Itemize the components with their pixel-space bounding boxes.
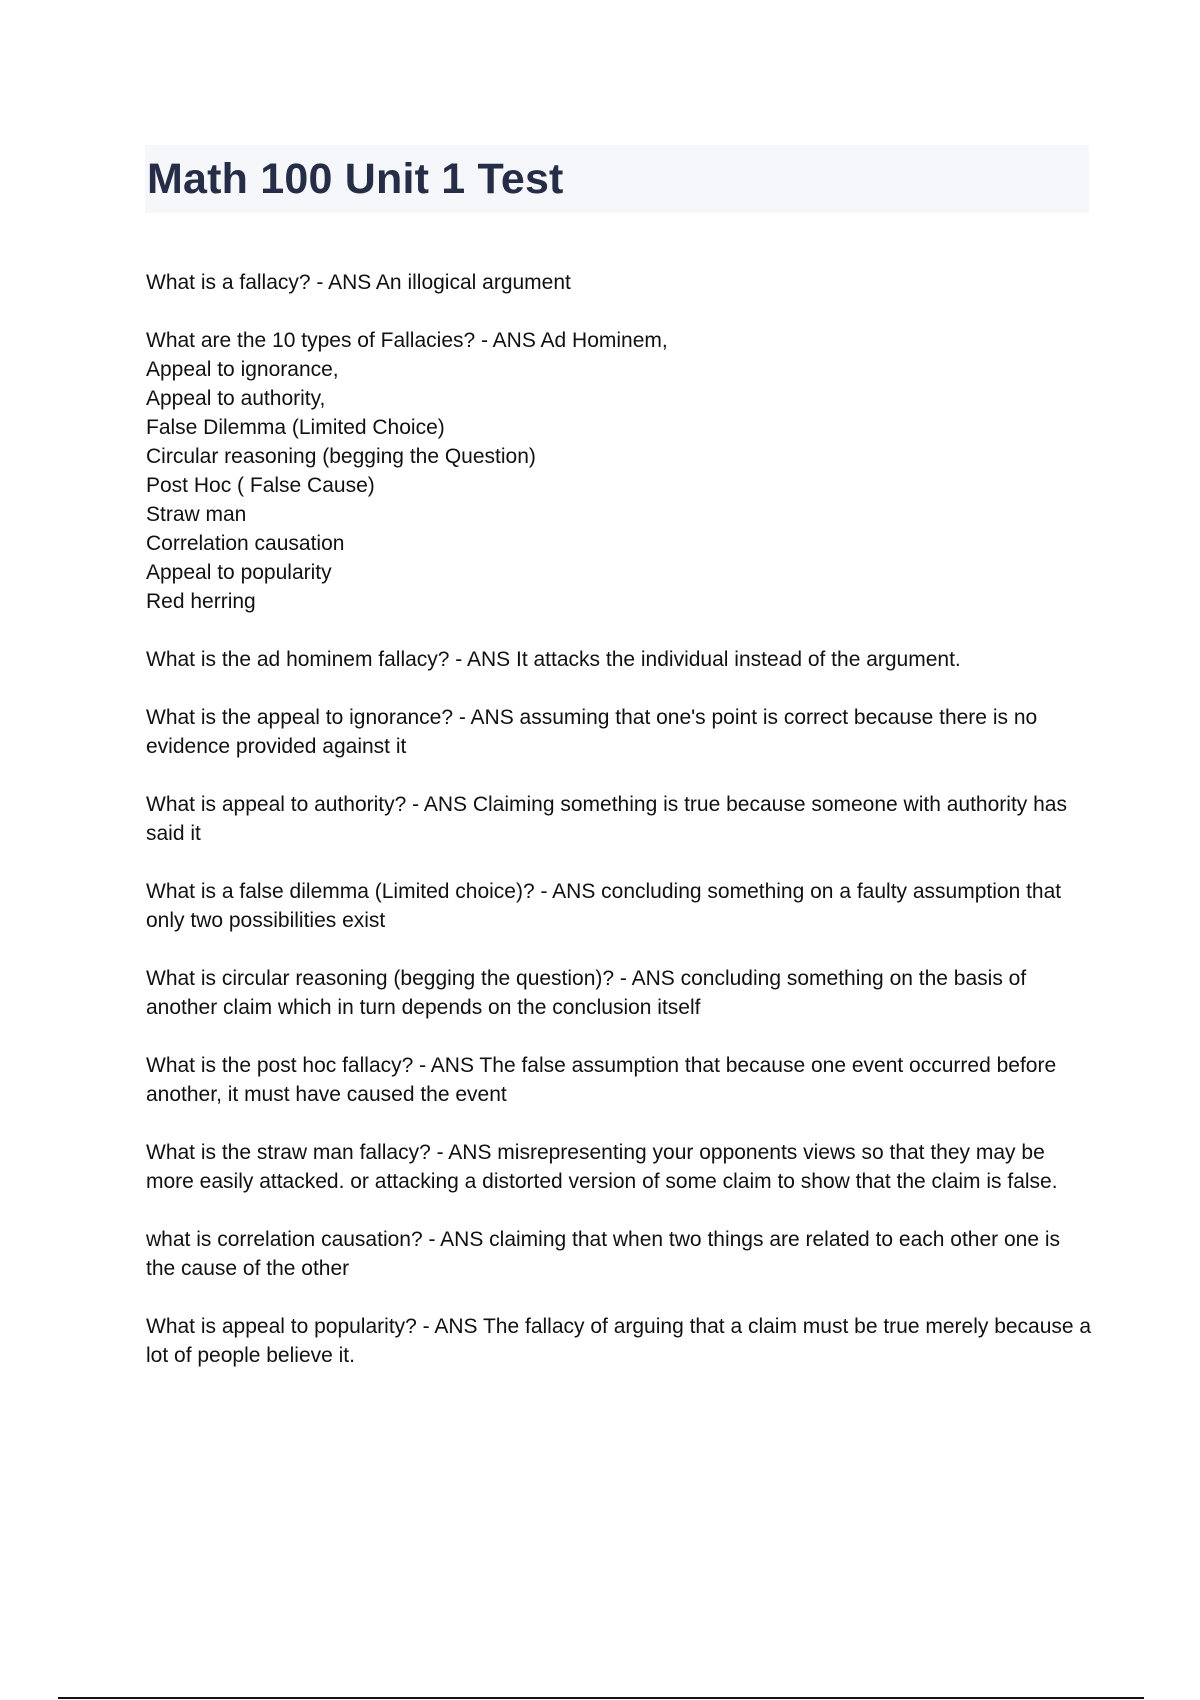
qa-item: What is appeal to popularity? - ANS The fallacy of arguing that a claim must be true merely because a lot of people believe it.	[146, 1315, 1092, 1367]
qa-item: what is correlation causation? - ANS claiming that when two things are related to each other one is the cause of the other	[146, 1228, 1061, 1280]
list-item: Appeal to authority,	[146, 387, 326, 410]
qa-item: What is appeal to authority? - ANS Claiming something is true because someone with authority has said it	[146, 793, 1067, 845]
list-item: Straw man	[146, 503, 247, 526]
qa-item: What is the straw man fallacy? - ANS misrepresenting your opponents views so that they may be more easily attacked. or attacking a distorted version of some claim to show that the claim is false.	[146, 1141, 1058, 1193]
types-question: What are the 10 types of Fallacies? - ANS Ad Hominem,	[146, 329, 668, 352]
qa-item-fallacy: What is a fallacy? - ANS An illogical argument	[146, 271, 571, 294]
title-band	[145, 145, 1089, 213]
document-body	[146, 268, 1092, 1399]
list-item: Post Hoc ( False Cause)	[146, 474, 375, 497]
qa-item-types	[146, 326, 1092, 616]
list-item: False Dilemma (Limited Choice)	[146, 416, 445, 439]
qa-item: What is the appeal to ignorance? - ANS assuming that one's point is correct because there is no evidence provided against it	[146, 706, 1038, 758]
list-item: Appeal to ignorance,	[146, 358, 339, 381]
qa-item: What is the ad hominem fallacy? - ANS It attacks the individual instead of the argument.	[146, 648, 961, 671]
footer-divider	[58, 1697, 1144, 1699]
list-item: Correlation causation	[146, 532, 345, 555]
list-item: Circular reasoning (begging the Question)	[146, 445, 536, 468]
page-title: Math 100 Unit 1 Test	[147, 155, 564, 203]
list-item: Red herring	[146, 590, 256, 613]
qa-item: What is circular reasoning (begging the question)? - ANS concluding something on the basis of another claim which in turn depends on the conclusion itself	[146, 967, 1027, 1019]
list-item: Appeal to popularity	[146, 561, 332, 584]
qa-item: What is the post hoc fallacy? - ANS The false assumption that because one event occurred before another, it must have caused the event	[146, 1054, 1057, 1106]
qa-item: What is a false dilemma (Limited choice)? - ANS concluding something on a faulty assumption that only two possibilities exist	[146, 880, 1062, 932]
